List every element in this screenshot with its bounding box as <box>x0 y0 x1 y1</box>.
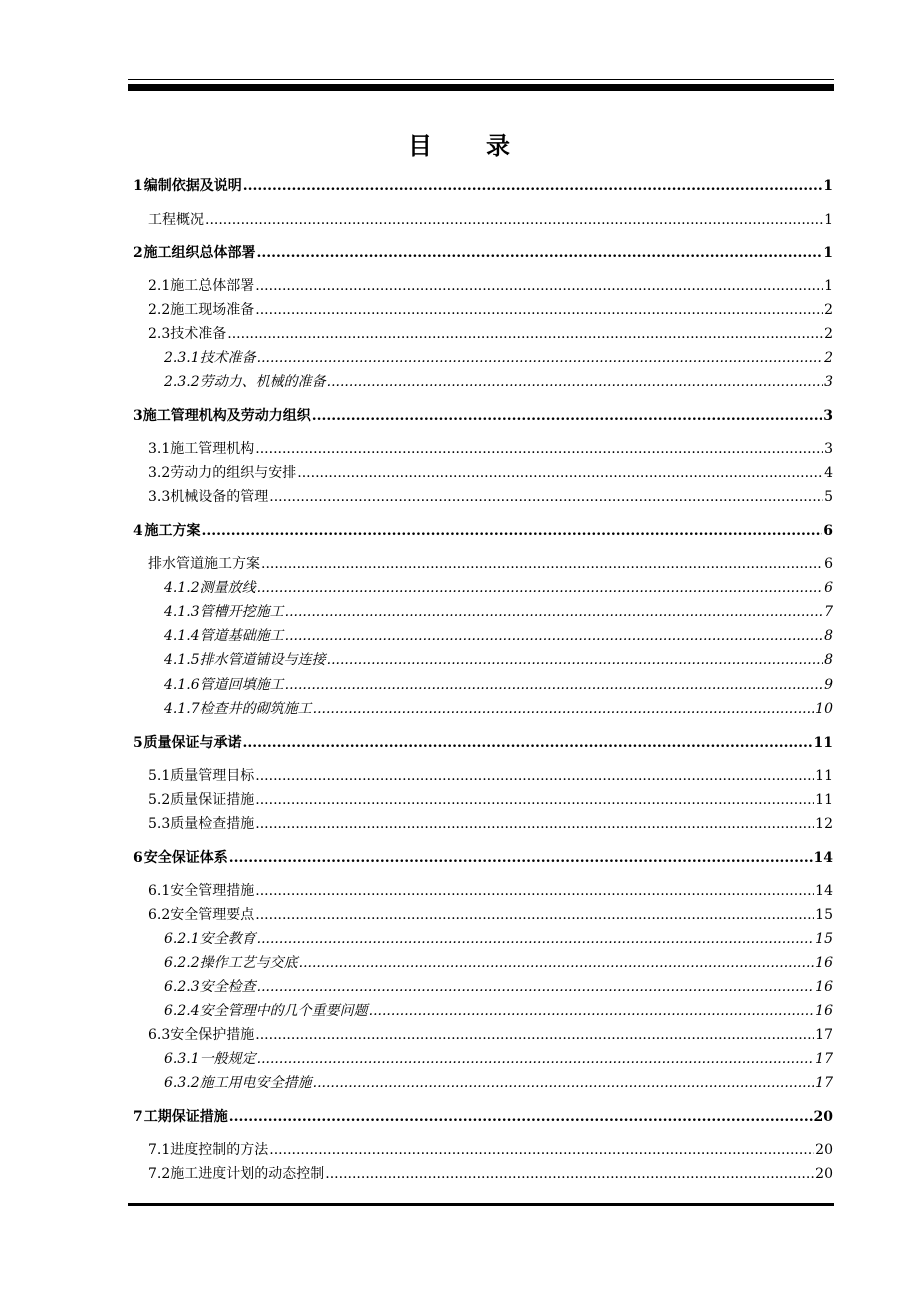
toc-leader <box>285 628 823 644</box>
toc-entry-subsection[interactable] <box>164 698 833 718</box>
toc-page: 6 <box>824 556 833 572</box>
toc-entry-chapter[interactable] <box>133 520 833 540</box>
toc-page: 14 <box>815 883 833 899</box>
toc-title: 施工用电安全措施 <box>199 1075 312 1091</box>
toc-number: 4.1.5 <box>164 652 200 668</box>
toc-title: 测量放线 <box>199 580 256 596</box>
toc-number: 2.3.2 <box>164 374 200 390</box>
toc-title: 操作工艺与交底 <box>199 955 298 971</box>
toc-number: 5.3 <box>148 816 171 832</box>
toc-title: 安全检查 <box>199 979 256 995</box>
toc-entry-section[interactable] <box>148 789 833 809</box>
toc-title: 劳动力的组织与安排 <box>170 465 297 481</box>
toc-number: 2 <box>133 245 143 261</box>
toc-title: 劳动力、机械的准备 <box>199 374 326 390</box>
toc-page: 8 <box>824 652 833 668</box>
toc-number: 3.1 <box>148 441 171 457</box>
toc-number: 5 <box>133 735 143 751</box>
toc-title: 管道回填施工 <box>199 677 284 693</box>
toc-entry-subsection[interactable] <box>164 1048 833 1068</box>
toc-title: 安全保护措施 <box>170 1027 255 1043</box>
toc-title: 施工组织总体部署 <box>143 245 256 261</box>
toc-number: 3.3 <box>148 489 171 505</box>
toc-title: 施工方案 <box>144 523 201 539</box>
toc-page: 17 <box>815 1027 833 1043</box>
toc-leader <box>299 955 815 971</box>
toc-page: 7 <box>824 604 833 620</box>
toc-page: 16 <box>815 1003 833 1019</box>
toc-page: 1 <box>823 245 833 261</box>
toc-title: 编制依据及说明 <box>143 178 242 194</box>
toc-entry-subsection[interactable] <box>164 601 833 621</box>
toc-page: 3 <box>824 374 833 390</box>
toc-number: 4.1.7 <box>164 701 200 717</box>
toc-page: 9 <box>824 677 833 693</box>
toc-number: 4.1.6 <box>164 677 200 693</box>
toc-leader <box>285 677 823 693</box>
toc-page: 20 <box>815 1142 833 1158</box>
toc-leader <box>255 883 814 899</box>
toc-title: 管道基础施工 <box>199 628 284 644</box>
toc-title: 质量保证措施 <box>170 792 255 808</box>
toc-leader <box>229 850 813 866</box>
toc-number: 3.2 <box>148 465 171 481</box>
toc-page: 17 <box>815 1075 833 1091</box>
toc-entry-chapter[interactable] <box>133 242 833 262</box>
toc-number: 7.2 <box>148 1166 171 1182</box>
toc-title: 机械设备的管理 <box>170 489 269 505</box>
toc-leader <box>256 245 822 261</box>
toc-number: 6.2 <box>148 907 171 923</box>
toc-entry-subsection[interactable] <box>164 674 833 694</box>
toc-entry-section[interactable] <box>148 553 833 573</box>
toc-title: 安全管理措施 <box>170 883 255 899</box>
toc-title: 安全管理中的几个重要问题 <box>199 1003 368 1019</box>
toc-leader <box>227 326 823 342</box>
toc-title: 检查井的砌筑施工 <box>199 701 312 717</box>
toc-title: 管槽开挖施工 <box>199 604 284 620</box>
toc-title: 质量保证与承诺 <box>143 735 242 751</box>
toc-number: 6.3.1 <box>164 1051 200 1067</box>
toc-title: 安全教育 <box>199 931 256 947</box>
toc-leader <box>255 441 823 457</box>
toc-page: 2 <box>824 350 833 366</box>
toc-number: 6.2.3 <box>164 979 200 995</box>
toc-leader <box>255 792 814 808</box>
toc-page: 8 <box>824 628 833 644</box>
toc-page: 17 <box>815 1051 833 1067</box>
toc-leader <box>257 931 815 947</box>
toc-page: 1 <box>824 212 833 228</box>
toc-entry-section[interactable] <box>148 275 833 295</box>
toc-number: 4.1.2 <box>164 580 200 596</box>
toc-leader <box>257 350 823 366</box>
toc-entry-subsection[interactable] <box>164 928 833 948</box>
toc-leader <box>313 701 815 717</box>
toc-leader <box>313 1075 815 1091</box>
toc-leader <box>257 580 823 596</box>
toc-title: 技术准备 <box>199 350 256 366</box>
toc-entry-section[interactable] <box>148 765 833 785</box>
toc-leader <box>325 1166 814 1182</box>
toc-leader <box>369 1003 815 1019</box>
toc-leader <box>269 1142 814 1158</box>
toc-title: 一般规定 <box>199 1051 256 1067</box>
toc-number: 7 <box>133 1109 143 1125</box>
toc-leader <box>255 907 814 923</box>
toc-title: 工程概况 <box>148 212 204 228</box>
toc-number: 2.2 <box>148 302 171 318</box>
toc-number: 4.1.3 <box>164 604 200 620</box>
toc-entry-section[interactable] <box>148 1163 833 1183</box>
toc-entry-section[interactable] <box>148 904 833 924</box>
toc-entry-section[interactable] <box>148 486 833 506</box>
toc-entry-subsection[interactable] <box>164 1072 833 1092</box>
toc-page: 5 <box>824 489 833 505</box>
title-char-1: 目 <box>408 131 434 160</box>
toc-number: 3 <box>133 408 143 424</box>
toc-entry-subsection[interactable] <box>164 1000 833 1020</box>
toc-page: 16 <box>815 955 833 971</box>
toc-leader <box>327 374 823 390</box>
toc-number: 6.2.2 <box>164 955 200 971</box>
toc-page: 16 <box>815 979 833 995</box>
toc-entry-subsection[interactable] <box>164 976 833 996</box>
toc-number: 5.2 <box>148 792 171 808</box>
toc-leader <box>257 1051 815 1067</box>
toc-entry-subsection[interactable] <box>164 347 833 367</box>
toc-number: 6.2.4 <box>164 1003 200 1019</box>
toc-number: 6.3 <box>148 1027 171 1043</box>
toc-number: 6 <box>133 850 143 866</box>
toc-entry-section[interactable] <box>148 1024 833 1044</box>
toc-title: 施工总体部署 <box>170 278 255 294</box>
toc-leader <box>297 465 823 481</box>
toc-page: 6 <box>823 523 833 539</box>
title-char-2: 录 <box>486 131 512 160</box>
toc-entry-chapter[interactable] <box>133 847 833 867</box>
footer-rule <box>128 1203 834 1206</box>
toc-page: 20 <box>815 1166 833 1182</box>
toc-leader <box>255 1027 814 1043</box>
toc-page: 3 <box>823 408 833 424</box>
toc-page: 1 <box>824 278 833 294</box>
toc-page: 1 <box>823 178 833 194</box>
toc-leader <box>269 489 823 505</box>
toc-number: 2.3.1 <box>164 350 200 366</box>
toc-entry-chapter[interactable] <box>133 175 833 195</box>
toc-entry-section[interactable] <box>148 209 833 229</box>
toc-number: 4 <box>133 523 143 539</box>
toc-entry-section[interactable] <box>148 438 833 458</box>
toc-number: 7.1 <box>148 1142 171 1158</box>
toc-leader <box>255 768 814 784</box>
toc-entry-section[interactable] <box>148 462 833 482</box>
toc-entry-section[interactable] <box>148 299 833 319</box>
toc-title: 安全管理要点 <box>170 907 255 923</box>
toc-title: 质量检查措施 <box>170 816 255 832</box>
header-rule <box>128 84 834 91</box>
toc-number: 2.3 <box>148 326 171 342</box>
toc-title: 安全保证体系 <box>143 850 228 866</box>
toc-entry-section[interactable] <box>148 813 833 833</box>
toc-number: 6.3.2 <box>164 1075 200 1091</box>
toc-leader <box>285 604 823 620</box>
toc-page: 4 <box>824 465 833 481</box>
toc-number: 2.1 <box>148 278 171 294</box>
toc-page: 3 <box>824 441 833 457</box>
toc-title: 施工管理机构 <box>170 441 255 457</box>
toc-leader <box>255 816 814 832</box>
toc-page: 6 <box>824 580 833 596</box>
toc-page: 14 <box>813 850 833 866</box>
toc-page: 2 <box>824 326 833 342</box>
toc-title: 排水管道铺设与连接 <box>199 652 326 668</box>
toc-leader <box>201 523 822 539</box>
toc-title: 技术准备 <box>170 326 227 342</box>
toc-entry-chapter[interactable] <box>133 732 833 752</box>
toc-page: 11 <box>815 792 833 808</box>
toc-number: 6.2.1 <box>164 931 200 947</box>
toc-entry-chapter[interactable] <box>133 405 833 425</box>
toc-leader <box>243 735 813 751</box>
toc-leader <box>229 1109 813 1125</box>
toc-leader <box>327 652 823 668</box>
toc-title: 工期保证措施 <box>143 1109 228 1125</box>
toc-leader <box>243 178 823 194</box>
toc-entry-subsection[interactable] <box>164 952 833 972</box>
toc-title: 排水管道施工方案 <box>148 556 260 572</box>
toc-leader <box>257 979 815 995</box>
toc-entry-subsection[interactable] <box>164 371 833 391</box>
toc-title: 质量管理目标 <box>170 768 255 784</box>
toc-entry-subsection[interactable] <box>164 577 833 597</box>
toc-number: 6.1 <box>148 883 171 899</box>
toc-entry-section[interactable] <box>148 880 833 900</box>
toc-page: 15 <box>815 907 833 923</box>
page-title <box>0 126 920 161</box>
toc-page: 20 <box>813 1109 833 1125</box>
toc-title: 施工管理机构及劳动力组织 <box>142 408 311 424</box>
toc-number: 1 <box>133 178 143 194</box>
toc-page: 15 <box>815 931 833 947</box>
toc-leader <box>255 278 823 294</box>
toc-page: 11 <box>813 735 833 751</box>
toc-number: 5.1 <box>148 768 171 784</box>
toc-title: 进度控制的方法 <box>170 1142 269 1158</box>
toc-entry-subsection[interactable] <box>164 625 833 645</box>
toc-leader <box>205 212 823 228</box>
toc-leader <box>261 556 823 572</box>
toc-entry-section[interactable] <box>148 1139 833 1159</box>
toc-entry-section[interactable] <box>148 323 833 343</box>
toc-page: 10 <box>815 701 833 717</box>
toc-page: 2 <box>824 302 833 318</box>
toc-entry-subsection[interactable] <box>164 649 833 669</box>
toc-title: 施工现场准备 <box>170 302 255 318</box>
toc-page: 11 <box>815 768 833 784</box>
toc-leader <box>255 302 823 318</box>
toc-leader <box>312 408 823 424</box>
toc-number: 4.1.4 <box>164 628 200 644</box>
toc-page: 12 <box>815 816 833 832</box>
toc-entry-chapter[interactable] <box>133 1106 833 1126</box>
toc-title: 施工进度计划的动态控制 <box>170 1166 325 1182</box>
